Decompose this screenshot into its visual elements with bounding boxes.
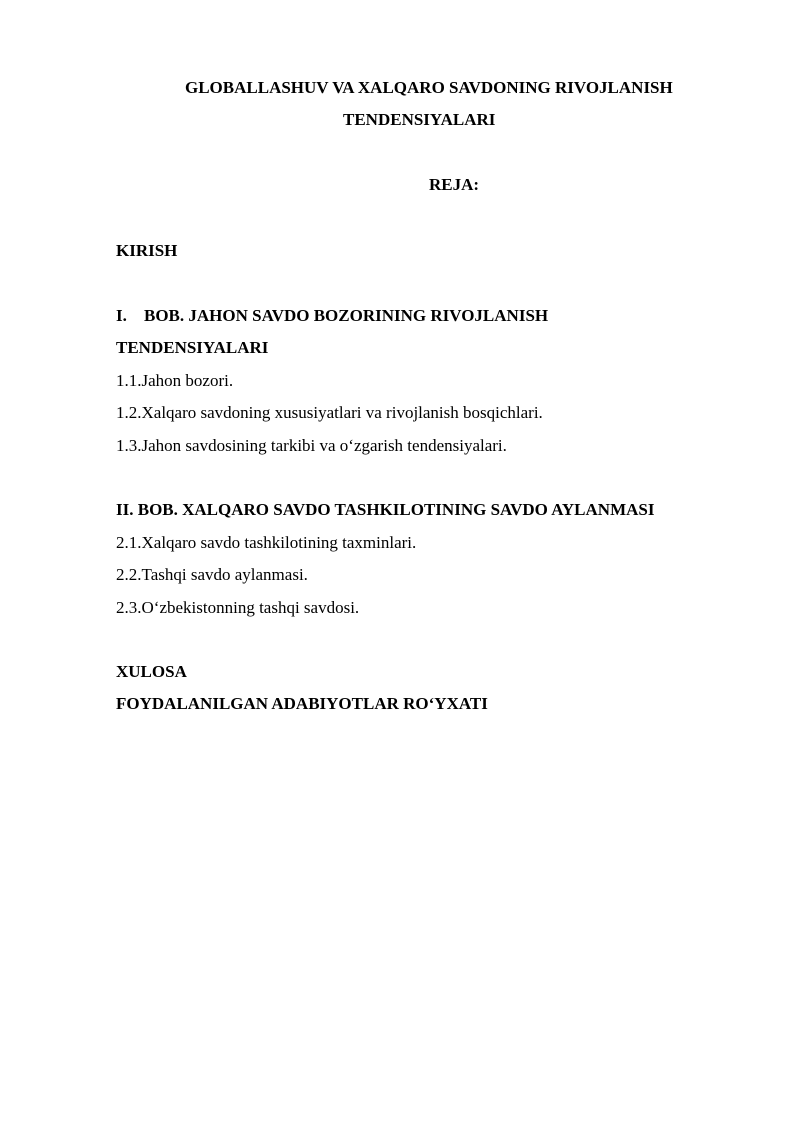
references-heading: FOYDALANILGAN ADABIYOTLAR RO‘YXATI — [116, 694, 488, 713]
chapter-1-heading — [116, 305, 548, 327]
document-title-line-1: GLOBALLASHUV VA XALQARO SAVDONING RIVOJLANISH — [185, 78, 673, 97]
section-1-3: 1.3.Jahon savdosining tarkibi va o‘zgarish tendensiyalari. — [116, 436, 507, 455]
section-1-1: 1.1.Jahon bozori. — [116, 371, 234, 390]
section-2-1: 2.1.Xalqaro savdo tashkilotining taxminlari. — [116, 533, 417, 552]
intro-heading: KIRISH — [116, 241, 178, 260]
section-1-2: 1.2.Xalqaro savdoning xususiyatlari va rivojlanish bosqichlari. — [116, 403, 543, 422]
section-2-3: 2.3.O‘zbekistonning tashqi savdosi. — [116, 598, 360, 617]
document-title-line-2: TENDENSIYALARI — [343, 110, 496, 129]
conclusion-heading: XULOSA — [116, 662, 187, 681]
chapter-1-title-line-1: BOB. JAHON SAVDO BOZORINING RIVOJLANISH — [144, 306, 549, 325]
plan-heading: REJA: — [429, 175, 480, 194]
chapter-2-heading: II. BOB. XALQARO SAVDO TASHKILOTINING SAVDO AYLANMASI — [116, 500, 655, 519]
chapter-1-title-line-2: TENDENSIYALARI — [116, 338, 269, 357]
section-2-2: 2.2.Tashqi savdo aylanmasi. — [116, 565, 308, 584]
chapter-1-number: I. — [116, 306, 127, 325]
